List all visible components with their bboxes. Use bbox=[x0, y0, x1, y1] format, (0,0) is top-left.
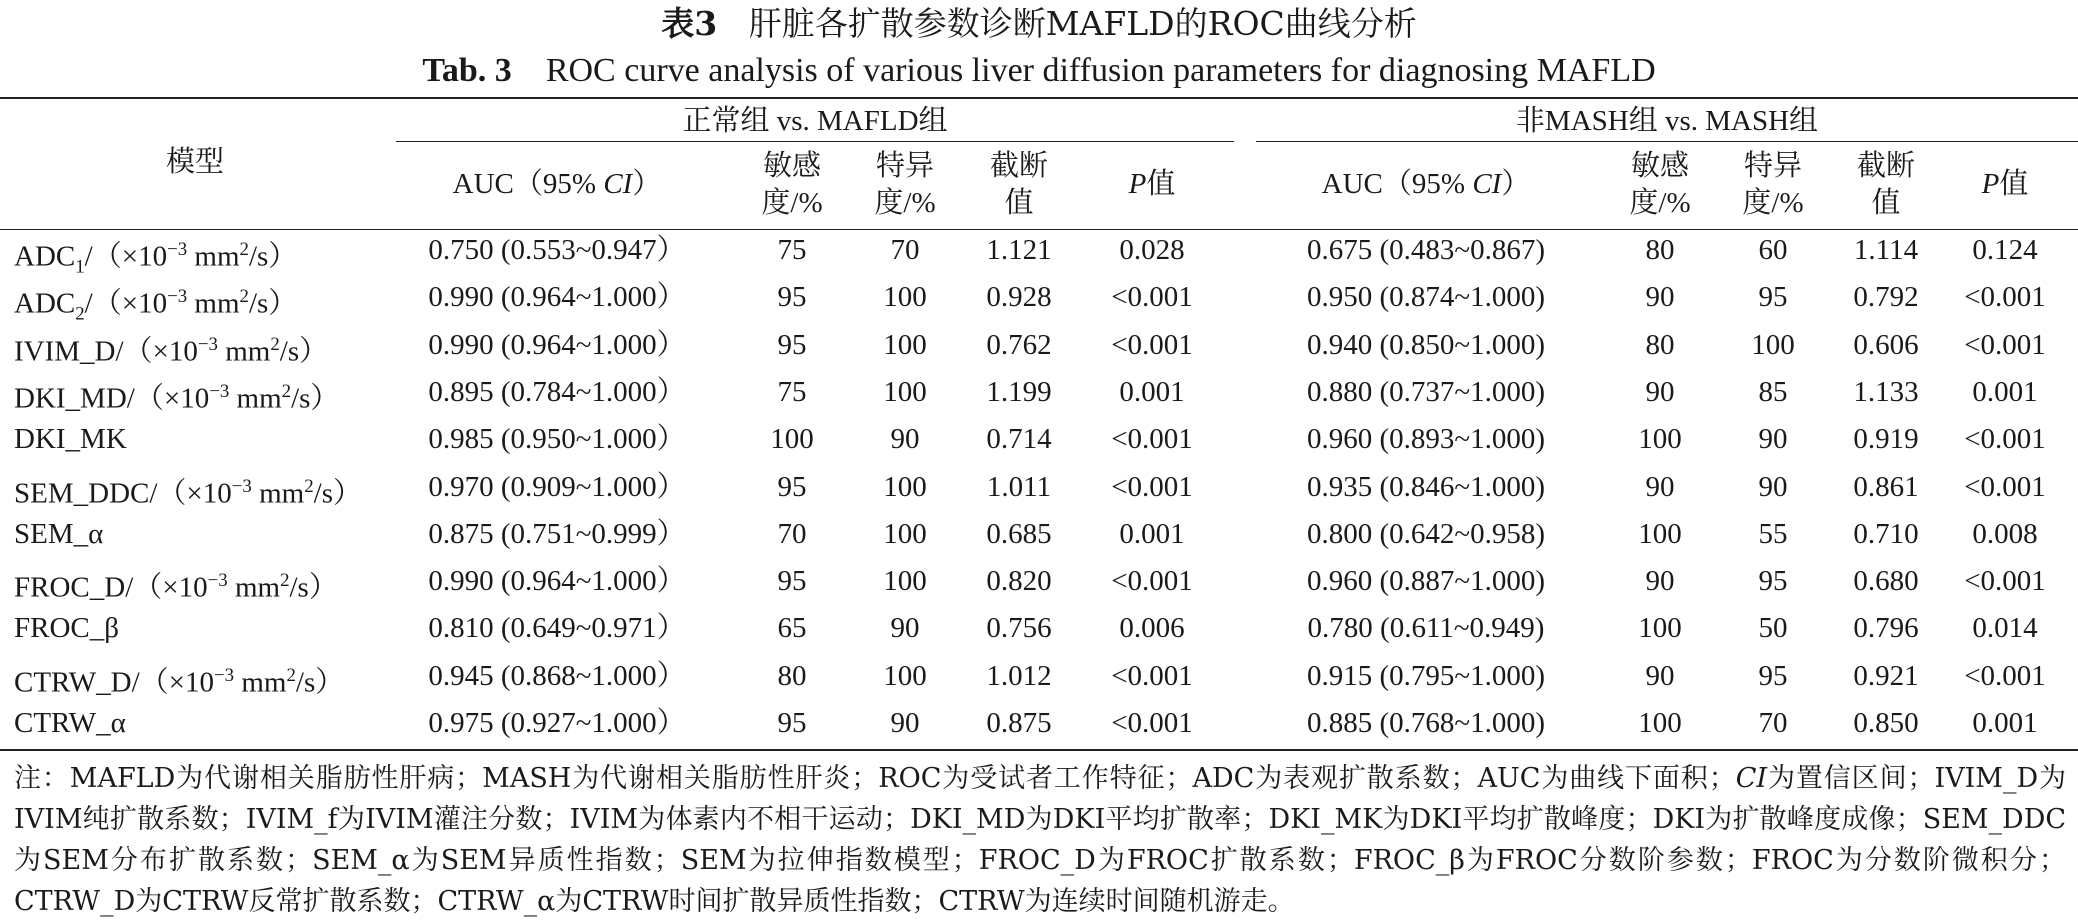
unit-close: /s） bbox=[289, 571, 338, 604]
g2-cell-auc: 0.800 (0.642~0.958) bbox=[1306, 518, 1545, 550]
unit-close: /s） bbox=[248, 287, 298, 320]
unit-open: /（×10 bbox=[149, 477, 232, 510]
unit-open: /（×10 bbox=[84, 240, 168, 273]
g2-cell-spec: 55 bbox=[1758, 518, 1788, 550]
unit-mid: mm bbox=[187, 240, 240, 273]
g2-cell-sens: 100 bbox=[1638, 707, 1682, 739]
table-title-en bbox=[0, 50, 2078, 92]
g1-cell-sens: 70 bbox=[777, 518, 807, 550]
g2-cell-auc: 0.915 (0.795~1.000) bbox=[1306, 660, 1545, 692]
g2-cell-cut: 0.921 bbox=[1853, 660, 1919, 692]
g1-cell-p: 0.006 bbox=[1119, 612, 1185, 644]
note-ci: CI bbox=[1735, 763, 1768, 794]
unit-open: /（×10 bbox=[126, 382, 210, 415]
unit-exp: −3 bbox=[231, 476, 252, 497]
unit-close: /s） bbox=[248, 240, 298, 273]
p-italic: P bbox=[1128, 168, 1147, 200]
g1-cell-cut: 1.011 bbox=[986, 471, 1052, 503]
unit-exp: −3 bbox=[197, 334, 218, 355]
unit-sq: 2 bbox=[286, 665, 296, 686]
g2-cell-auc: 0.675 (0.483~0.867) bbox=[1306, 234, 1545, 266]
g2-cell-sens: 80 bbox=[1645, 234, 1675, 266]
g2-cell-sens: 80 bbox=[1645, 329, 1675, 361]
unit-sq: 2 bbox=[304, 476, 314, 497]
g1-cell-auc: 0.985 (0.950~1.000） bbox=[428, 423, 686, 455]
row-model-label bbox=[14, 375, 394, 416]
g2-cell-auc: 0.950 (0.874~1.000) bbox=[1306, 281, 1545, 313]
unit-open: /（×10 bbox=[125, 571, 208, 604]
g2-cell-cut: 1.133 bbox=[1853, 376, 1919, 408]
unit-close: /s） bbox=[295, 666, 345, 699]
sens-line2: 度/% bbox=[1629, 187, 1691, 219]
g2-header-p bbox=[1932, 167, 2078, 201]
g1-cell-auc: 0.945 (0.868~1.000） bbox=[428, 660, 686, 692]
g1-cell-cut: 1.199 bbox=[986, 376, 1052, 408]
model-subscript: 2 bbox=[75, 303, 85, 325]
g2-cell-spec: 95 bbox=[1758, 660, 1788, 692]
auc-ci: CI bbox=[1472, 168, 1502, 200]
g1-cell-auc: 0.990 (0.964~1.000） bbox=[428, 281, 686, 313]
g1-cell-sens: 95 bbox=[777, 471, 807, 503]
note-part-b: 为置信区间；IVIM_D为IVIM纯扩散系数；IVIM_f为IVIM灌注分数；IVIM为体素内不相干运动；DKI_MD为DKI平均扩散率；DKI_MK为DKI平均扩散峰度；DKI为扩散峰度成像；SEM_DDC为SEM分布扩散系数；SEM_α为SEM异质性指数；SEM为拉伸指数模型；FROC_D为FROC扩散系数；FROC_β为FROC分数阶参数；FROC为分数阶微积分；CTRW_D为CTRW反常扩散系数；CTRW_α为CTRW时间扩散异质性指数；CTRW为连续时间随机游走。 bbox=[14, 763, 2066, 917]
g2-cell-auc: 0.960 (0.893~1.000) bbox=[1306, 423, 1545, 455]
g2-cell-spec: 60 bbox=[1758, 234, 1788, 266]
g1-cell-sens: 65 bbox=[777, 612, 807, 644]
row-model-label bbox=[14, 470, 394, 511]
row-model-label bbox=[14, 611, 394, 645]
g1-header-sens bbox=[728, 148, 856, 222]
g1-cell-sens: 80 bbox=[777, 660, 807, 692]
unit-mid: mm bbox=[187, 287, 240, 320]
note-part-a: 注：MAFLD为代谢相关脂肪性肝病；MASH为代谢相关脂肪性肝炎；ROC为受试者工作特征；ADC为表观扩散系数；AUC为曲线下面积； bbox=[14, 763, 1736, 794]
p-suffix: 值 bbox=[1146, 168, 1176, 200]
g1-cell-sens: 75 bbox=[777, 376, 807, 408]
g2-cell-cut: 0.710 bbox=[1853, 518, 1919, 550]
row-model-label bbox=[14, 706, 394, 740]
cut-line1: 截断 bbox=[989, 150, 1048, 182]
cut-line2: 值 bbox=[1004, 187, 1034, 219]
g1-cell-auc: 0.975 (0.927~1.000） bbox=[428, 707, 686, 739]
table-title-cn bbox=[0, 4, 2078, 44]
g1-cell-p: <0.001 bbox=[1111, 471, 1193, 503]
g1-cell-cut: 0.714 bbox=[986, 423, 1052, 455]
unit-exp: −3 bbox=[209, 381, 230, 402]
g2-cell-cut: 0.796 bbox=[1853, 612, 1919, 644]
unit-open: /（×10 bbox=[115, 335, 198, 368]
unit-open: /（×10 bbox=[131, 666, 215, 699]
g2-cell-sens: 100 bbox=[1638, 518, 1682, 550]
g1-cell-p: 0.028 bbox=[1119, 234, 1185, 266]
g1-cell-spec: 100 bbox=[883, 471, 927, 503]
auc-ci: CI bbox=[603, 168, 633, 200]
g1-cell-cut: 0.685 bbox=[986, 518, 1052, 550]
header-group1: 正常组 vs. MAFLD组 bbox=[682, 105, 948, 137]
g1-cell-p: <0.001 bbox=[1111, 660, 1193, 692]
model-name: ADC bbox=[14, 287, 76, 320]
g1-cell-auc: 0.990 (0.964~1.000） bbox=[428, 329, 686, 361]
g1-cell-cut: 0.762 bbox=[986, 329, 1052, 361]
g2-cell-spec: 100 bbox=[1751, 329, 1795, 361]
row-model-label bbox=[14, 280, 394, 331]
g1-cell-cut: 0.928 bbox=[986, 281, 1052, 313]
g1-cell-p: <0.001 bbox=[1111, 281, 1193, 313]
g1-cell-sens: 95 bbox=[777, 707, 807, 739]
g1-cell-cut: 0.875 bbox=[986, 707, 1052, 739]
g2-cell-cut: 0.919 bbox=[1853, 423, 1919, 455]
g1-header-cut bbox=[952, 148, 1086, 222]
g2-cell-p: <0.001 bbox=[1964, 329, 2046, 361]
cut-line2: 值 bbox=[1871, 187, 1901, 219]
row-model-label bbox=[14, 422, 394, 456]
unit-sq: 2 bbox=[239, 286, 249, 307]
unit-exp: −3 bbox=[167, 286, 188, 307]
g1-cell-p: <0.001 bbox=[1111, 707, 1193, 739]
unit-sq: 2 bbox=[270, 334, 280, 355]
g1-cell-auc: 0.990 (0.964~1.000） bbox=[428, 565, 686, 597]
g2-cell-auc: 0.935 (0.846~1.000) bbox=[1306, 471, 1545, 503]
row-model-label bbox=[14, 233, 394, 284]
group1-underline bbox=[396, 141, 1234, 142]
g2-cell-sens: 100 bbox=[1638, 423, 1682, 455]
sens-line1: 敏感 bbox=[762, 150, 821, 182]
g2-cell-p: 0.124 bbox=[1972, 234, 2038, 266]
spec-line1: 特异 bbox=[875, 150, 934, 182]
g2-cell-sens: 90 bbox=[1645, 376, 1675, 408]
g2-cell-auc: 0.880 (0.737~1.000) bbox=[1306, 376, 1545, 408]
model-name: FROC_D bbox=[14, 571, 126, 604]
g1-cell-spec: 90 bbox=[890, 612, 920, 644]
unit-close: /s） bbox=[279, 335, 329, 368]
row-model-label bbox=[14, 328, 394, 369]
g1-cell-auc: 0.875 (0.751~0.999） bbox=[428, 518, 686, 550]
g2-cell-sens: 90 bbox=[1645, 471, 1675, 503]
g1-cell-sens: 100 bbox=[770, 423, 814, 455]
g1-cell-spec: 70 bbox=[890, 234, 920, 266]
header-rule bbox=[0, 229, 2078, 230]
g2-cell-p: 0.001 bbox=[1972, 707, 2038, 739]
model-name: CTRW_D bbox=[14, 666, 132, 699]
g2-cell-p: 0.001 bbox=[1972, 376, 2038, 408]
g1-cell-spec: 100 bbox=[883, 565, 927, 597]
g1-cell-p: <0.001 bbox=[1111, 329, 1193, 361]
g2-cell-spec: 70 bbox=[1758, 707, 1788, 739]
p-suffix: 值 bbox=[1999, 168, 2029, 200]
row-model-label bbox=[14, 517, 394, 551]
g1-cell-p: 0.001 bbox=[1119, 376, 1185, 408]
unit-open: /（×10 bbox=[84, 287, 168, 320]
table-caption-en: ROC curve analysis of various liver diffusion parameters for diagnosing MAFLD bbox=[545, 52, 1656, 89]
unit-exp: −3 bbox=[207, 570, 228, 591]
model-name: ADC bbox=[14, 240, 76, 273]
table-label-cn: 表3 bbox=[661, 4, 718, 43]
spec-line2: 度/% bbox=[874, 187, 936, 219]
unit-mid: mm bbox=[229, 382, 282, 415]
model-name: DKI_MK bbox=[14, 423, 127, 455]
g2-cell-p: <0.001 bbox=[1964, 281, 2046, 313]
g1-cell-cut: 0.820 bbox=[986, 565, 1052, 597]
table-label-en: Tab. 3 bbox=[422, 52, 512, 89]
g2-cell-sens: 90 bbox=[1645, 565, 1675, 597]
g1-cell-p: 0.001 bbox=[1119, 518, 1185, 550]
g1-cell-spec: 100 bbox=[883, 518, 927, 550]
sens-line2: 度/% bbox=[761, 187, 823, 219]
g1-cell-spec: 100 bbox=[883, 329, 927, 361]
table-caption-cn: 肝脏各扩散参数诊断MAFLD的ROC曲线分析 bbox=[748, 4, 1417, 43]
model-name: SEM_DDC bbox=[14, 477, 150, 510]
unit-mid: mm bbox=[251, 477, 305, 510]
group2-underline bbox=[1256, 141, 2078, 142]
cut-line1: 截断 bbox=[1856, 150, 1915, 182]
g2-cell-spec: 90 bbox=[1758, 423, 1788, 455]
g2-cell-sens: 100 bbox=[1638, 612, 1682, 644]
g2-cell-auc: 0.780 (0.611~0.949) bbox=[1307, 612, 1545, 644]
g1-cell-p: <0.001 bbox=[1111, 423, 1193, 455]
g2-cell-spec: 95 bbox=[1758, 565, 1788, 597]
spec-line2: 度/% bbox=[1742, 187, 1804, 219]
unit-exp: −3 bbox=[167, 239, 188, 260]
model-name: IVIM_D bbox=[14, 335, 116, 368]
g1-cell-p: <0.001 bbox=[1111, 565, 1193, 597]
g1-cell-auc: 0.895 (0.784~1.000） bbox=[428, 376, 686, 408]
g2-cell-spec: 90 bbox=[1758, 471, 1788, 503]
g1-cell-spec: 100 bbox=[883, 281, 927, 313]
model-name: CTRW_α bbox=[14, 707, 126, 739]
model-name: SEM_α bbox=[14, 518, 104, 550]
unit-sq: 2 bbox=[280, 570, 290, 591]
model-name: FROC_β bbox=[14, 612, 120, 644]
g1-cell-spec: 90 bbox=[890, 707, 920, 739]
sens-line1: 敏感 bbox=[1630, 150, 1689, 182]
g1-cell-sens: 95 bbox=[777, 329, 807, 361]
g1-cell-auc: 0.970 (0.909~1.000） bbox=[428, 471, 686, 503]
g2-cell-cut: 1.114 bbox=[1853, 234, 1919, 266]
g2-cell-spec: 50 bbox=[1758, 612, 1788, 644]
g2-header-auc bbox=[1256, 167, 1596, 201]
p-italic: P bbox=[1981, 168, 2000, 200]
unit-sq: 2 bbox=[281, 381, 292, 402]
auc-suffix: ） bbox=[632, 168, 662, 200]
unit-sq: 2 bbox=[239, 239, 249, 260]
g2-cell-p: <0.001 bbox=[1964, 471, 2046, 503]
row-model-label bbox=[14, 564, 394, 605]
g1-cell-cut: 0.756 bbox=[986, 612, 1052, 644]
table-footnote bbox=[14, 758, 2066, 922]
g1-cell-auc: 0.750 (0.553~0.947） bbox=[428, 234, 686, 266]
unit-close: /s） bbox=[313, 477, 362, 510]
g1-cell-cut: 1.121 bbox=[986, 234, 1052, 266]
unit-mid: mm bbox=[217, 335, 271, 368]
g2-cell-cut: 0.861 bbox=[1853, 471, 1919, 503]
g2-cell-p: 0.014 bbox=[1972, 612, 2038, 644]
g2-cell-cut: 0.850 bbox=[1853, 707, 1919, 739]
top-rule bbox=[0, 97, 2078, 99]
row-model-label bbox=[14, 659, 394, 700]
bottom-rule bbox=[0, 749, 2078, 751]
auc-suffix: ） bbox=[1501, 168, 1531, 200]
g1-cell-spec: 100 bbox=[883, 376, 927, 408]
g1-header-p bbox=[1070, 167, 1234, 201]
g2-cell-p: <0.001 bbox=[1964, 423, 2046, 455]
unit-close: /s） bbox=[291, 382, 340, 415]
g2-cell-auc: 0.960 (0.887~1.000) bbox=[1306, 565, 1545, 597]
g1-cell-sens: 95 bbox=[777, 281, 807, 313]
model-name: DKI_MD bbox=[14, 382, 127, 415]
g2-cell-spec: 85 bbox=[1758, 376, 1788, 408]
g2-cell-auc: 0.940 (0.850~1.000) bbox=[1306, 329, 1545, 361]
g2-cell-p: <0.001 bbox=[1964, 660, 2046, 692]
g1-cell-cut: 1.012 bbox=[986, 660, 1052, 692]
g2-cell-cut: 0.792 bbox=[1853, 281, 1919, 313]
unit-exp: −3 bbox=[214, 665, 235, 686]
g2-cell-cut: 0.606 bbox=[1853, 329, 1919, 361]
g2-cell-cut: 0.680 bbox=[1853, 565, 1919, 597]
spec-line1: 特异 bbox=[1743, 150, 1802, 182]
header-group2: 非MASH组 vs. MASH组 bbox=[1515, 105, 1819, 137]
g1-header-spec bbox=[840, 148, 970, 222]
g1-cell-spec: 90 bbox=[890, 423, 920, 455]
header-model: 模型 bbox=[165, 146, 224, 178]
g1-header-auc bbox=[396, 167, 718, 201]
g2-cell-auc: 0.885 (0.768~1.000) bbox=[1306, 707, 1545, 739]
unit-mid: mm bbox=[227, 571, 281, 604]
model-subscript: 1 bbox=[75, 256, 85, 278]
g2-cell-sens: 90 bbox=[1645, 660, 1675, 692]
auc-prefix: AUC（95% bbox=[1321, 168, 1473, 200]
unit-mid: mm bbox=[234, 666, 287, 699]
g2-cell-spec: 95 bbox=[1758, 281, 1788, 313]
auc-prefix: AUC（95% bbox=[452, 168, 604, 200]
g1-cell-sens: 95 bbox=[777, 565, 807, 597]
g2-cell-p: <0.001 bbox=[1964, 565, 2046, 597]
g2-cell-p: 0.008 bbox=[1972, 518, 2038, 550]
g1-cell-sens: 75 bbox=[777, 234, 807, 266]
g1-cell-spec: 100 bbox=[883, 660, 927, 692]
g1-cell-auc: 0.810 (0.649~0.971） bbox=[428, 612, 686, 644]
g2-cell-sens: 90 bbox=[1645, 281, 1675, 313]
